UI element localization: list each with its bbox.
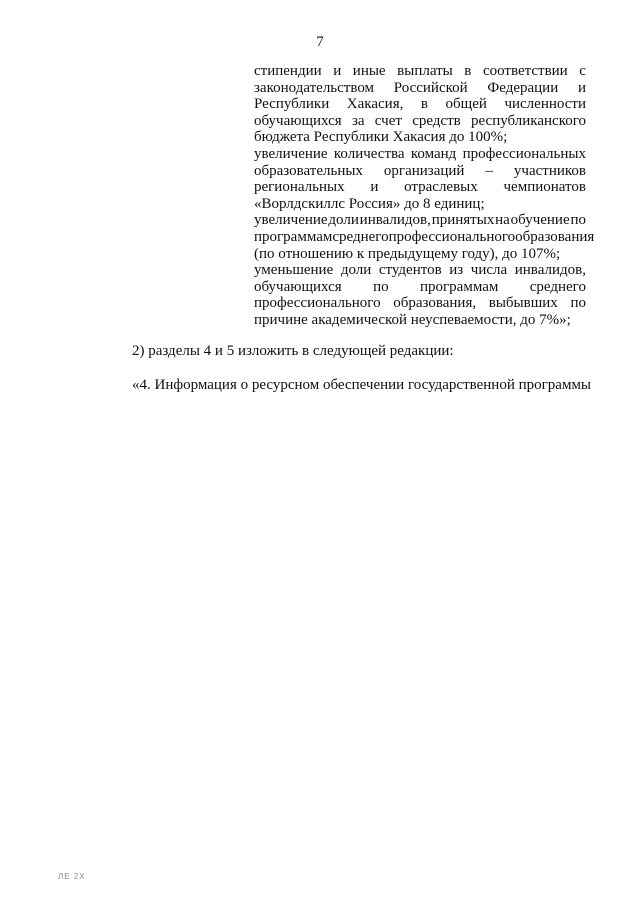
word: Федерации [487,79,559,96]
word: по [570,295,586,312]
word: Республики [254,96,330,113]
word: образования [515,228,595,245]
indicator-line [254,246,586,263]
word: и [333,63,342,79]
word: общей [445,96,487,113]
word: профессионального [388,228,516,245]
indicator-line [254,80,586,97]
word: с [579,63,586,79]
word: в [420,96,428,113]
word: отраслевых [404,179,478,196]
word: среднего [332,228,389,245]
word: иные [352,63,386,79]
word: в [464,63,472,79]
word: инвалидов, [359,212,431,229]
word: профессиональных [462,145,586,162]
word: региональных [254,179,345,196]
indicator-item [254,63,586,146]
word: выплаты [397,63,453,79]
footer-code: ЛЕ 2Х [58,872,86,881]
word: образовательных [254,162,363,179]
word: студентов [378,262,442,279]
word: на [495,212,510,229]
indicator-line [254,295,586,312]
word: Российской [393,79,468,96]
indicator-line [254,163,586,180]
word: программам [419,278,499,295]
word: принятых [431,212,495,229]
indicator-line [254,179,586,196]
indicator-line [254,63,586,80]
indicator-line [254,129,586,146]
word: Хакасия, [346,96,404,113]
word: из [449,262,464,279]
word: республиканского [471,112,586,129]
word: средств [412,112,461,129]
word: чемпионатов [503,179,586,196]
word: организаций [383,162,465,179]
word: команд [410,145,457,162]
word: числа [470,262,508,279]
word: увеличение [254,212,328,229]
word: стипендии [254,63,322,79]
word: инвалидов, [514,262,586,279]
word: соответствии [482,63,568,79]
word: участников [513,162,586,179]
indicator-line [254,113,586,130]
indicator-line [254,196,586,213]
word: образования, [393,295,477,312]
indicator-line [254,312,586,329]
section-heading: «4. Информация о ресурсном обеспечении государственной программы [132,377,592,393]
indicator-item [254,262,586,328]
indicator-item [254,146,586,212]
word: счет [374,112,402,129]
indicator-list [254,63,595,329]
indicator-line [254,262,586,279]
word: увеличение [254,145,328,162]
indicator-line [254,228,595,246]
indicator-line [254,96,586,113]
word: причине академической неуспеваемости, до 7%»; [254,311,571,328]
word: – [485,162,493,179]
indicator-item [254,212,595,262]
word: профессионального [254,295,381,312]
word: по [373,278,389,295]
amendment-instruction: 2) разделы 4 и 5 изложить в следующей редакции: [132,343,454,359]
word: обучающихся [254,278,342,295]
word: численности [504,96,586,113]
word: и [370,179,379,196]
word: доли [328,212,359,229]
word: за [351,112,365,129]
word: бюджета Республики Хакасия до 100%; [254,129,508,146]
word: доли [340,262,372,279]
word: «Ворлдскиллс Россия» до 8 единиц; [254,195,485,212]
word: по [570,212,586,229]
word: и [577,79,586,96]
word: законодательством [254,79,375,96]
word: уменьшение [254,262,334,279]
word: программам [254,228,333,245]
indicator-line [254,146,586,163]
indicator-line [254,212,586,229]
word: обучение [510,212,570,229]
word: среднего [529,278,586,295]
word: (по отношению к предыдущему году), до 107%; [254,245,561,262]
indicator-line [254,279,586,296]
word: количества [333,145,405,162]
word: выбывших [488,295,558,312]
word: обучающихся [254,112,342,129]
page-number: 7 [316,34,324,50]
